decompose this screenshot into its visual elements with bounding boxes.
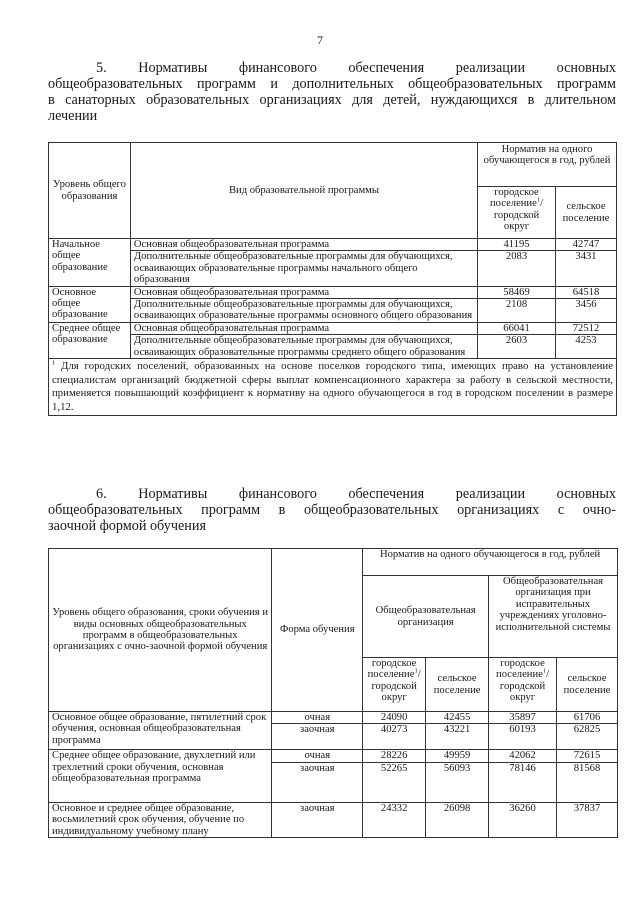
rural-value: 3431 — [555, 251, 616, 286]
corr-urban-value: 35897 — [489, 712, 557, 724]
section-6-title — [48, 486, 616, 534]
title-line: 5. Нормативы финансового обеспечения реализации основных — [96, 60, 616, 76]
level-cell: Основное общее образование — [49, 286, 131, 322]
header-corr-org: Общеобразовательная организация при исправительных учреждениях уголовно-исполнительной системы — [489, 576, 618, 658]
org-rural-value: 56093 — [426, 762, 489, 802]
org-rural-value: 26098 — [426, 802, 489, 837]
level-cell: Основное общее образование, пятилетний срок обучения, основная общеобразовательная программа — [49, 712, 272, 750]
program-cell: Дополнительные общеобразовательные программы для обучающихся, осваивающих образовательные программы основного общего образования — [130, 299, 477, 323]
corr-rural-value: 61706 — [557, 712, 618, 724]
form-cell: заочная — [272, 802, 363, 837]
header-level: Уровень общего образования, сроки обучения и виды основных общеобразовательных программ в общеобразовательных организациях с очно-заочной формой обучения — [49, 549, 272, 712]
table-row — [49, 335, 617, 359]
corr-urban-value: 42062 — [489, 750, 557, 762]
rural-value: 64518 — [555, 286, 616, 298]
corr-rural-value: 37837 — [557, 802, 618, 837]
footnote-mark: 1 — [52, 359, 56, 367]
rural-value: 3456 — [555, 299, 616, 323]
org-urban-value: 28226 — [363, 750, 426, 762]
header-org-urban: городское поселение$^1$/ городской округ — [363, 658, 426, 712]
footnote — [49, 359, 617, 416]
header-rural: сельское поселение — [555, 187, 616, 239]
footnote-row — [49, 359, 617, 416]
table-row — [49, 750, 618, 762]
footnote-text: Для городских поселений, образованных на основе поселков городского типа, имеющих право на установление специалистам организаций бюджетной сферы выплат компенсационного характера за работу в сельской местности, применяется повышающий коэффициент к нормативу на одного обучающегося в год в городском поселении в размере 1,12. — [52, 360, 613, 413]
corr-urban-value: 36260 — [489, 802, 557, 837]
title-line: 6. Нормативы финансового обеспечения реализации основных — [96, 486, 616, 502]
table-row — [49, 802, 618, 837]
title-line: в санаторных образовательных организациях для детей, нуждающихся в длительном — [48, 92, 616, 108]
rural-value: 72512 — [555, 322, 616, 334]
program-cell: Основная общеобразовательная программа — [130, 239, 477, 251]
rural-value: 4253 — [555, 335, 616, 359]
corr-urban-value: 60193 — [489, 724, 557, 750]
form-cell: очная — [272, 712, 363, 724]
org-urban-value: 24332 — [363, 802, 426, 837]
table-row — [49, 239, 617, 251]
title-line: заочной формой обучения — [48, 518, 206, 534]
header-org-rural: сельское поселение — [426, 658, 489, 712]
org-urban-value: 24090 — [363, 712, 426, 724]
urban-value: 58469 — [478, 286, 556, 298]
header-norm: Норматив на одного обучающегося в год, рублей — [363, 549, 618, 576]
program-cell: Дополнительные общеобразовательные программы для обучающихся, осваивающих образовательные программы среднего общего образования — [130, 335, 477, 359]
corr-urban-value: 78146 — [489, 762, 557, 802]
title-line: общеобразовательных программ в общеобразовательных организациях с очно- — [48, 502, 616, 518]
level-cell: Начальное общее образование — [49, 239, 131, 287]
corr-rural-value: 62825 — [557, 724, 618, 750]
table-row — [49, 299, 617, 323]
urban-value: 2603 — [478, 335, 556, 359]
rural-value: 42747 — [555, 239, 616, 251]
level-cell: Среднее общее образование, двухлетний или трехлетний сроки обучения, основная общеобразовательная программа — [49, 750, 272, 802]
urban-value: 41195 — [478, 239, 556, 251]
corr-rural-value: 72615 — [557, 750, 618, 762]
table-row — [49, 322, 617, 334]
level-cell: Основное и среднее общее образование, восьмилетний срок обучения, обучение по индивидуальному учебному плану — [49, 802, 272, 837]
org-rural-value: 49959 — [426, 750, 489, 762]
header-org: Общеобразовательная организация — [363, 576, 489, 658]
table-row — [49, 712, 618, 724]
corr-rural-value: 81568 — [557, 762, 618, 802]
level-cell: Среднее общее образование — [49, 322, 131, 358]
header-norm: Норматив на одного обучающегося в год, рублей — [478, 143, 617, 187]
urban-value: 66041 — [478, 322, 556, 334]
org-urban-value: 52265 — [363, 762, 426, 802]
page-number: 7 — [317, 33, 323, 47]
form-cell: заочная — [272, 762, 363, 802]
header-program: Вид образовательной программы — [130, 143, 477, 239]
header-level: Уровень общего образования — [49, 143, 131, 239]
program-cell: Основная общеобразовательная программа — [130, 322, 477, 334]
urban-value: 2083 — [478, 251, 556, 286]
title-line: общеобразовательных программ и дополнительных общеобразовательных программ — [48, 76, 616, 92]
table-row — [49, 286, 617, 298]
header-urban: городское поселение$^1$/ городской округ — [478, 187, 556, 239]
header-form: Форма обучения — [272, 549, 363, 712]
title-line: лечении — [48, 108, 98, 124]
table-section-6 — [48, 548, 618, 838]
org-rural-value: 42455 — [426, 712, 489, 724]
program-cell: Дополнительные общеобразовательные программы для обучающихся, осваивающих образовательные программы начального общего образования — [130, 251, 477, 286]
table-row — [49, 251, 617, 286]
org-rural-value: 43221 — [426, 724, 489, 750]
org-urban-value: 40273 — [363, 724, 426, 750]
header-corr-urban: городское поселение$^1$/ городской округ — [489, 658, 557, 712]
header-corr-rural: сельское поселение — [557, 658, 618, 712]
form-cell: заочная — [272, 724, 363, 750]
table-section-5 — [48, 142, 617, 416]
urban-value: 2108 — [478, 299, 556, 323]
section-5-title — [48, 60, 616, 124]
program-cell: Основная общеобразовательная программа — [130, 286, 477, 298]
form-cell: очная — [272, 750, 363, 762]
